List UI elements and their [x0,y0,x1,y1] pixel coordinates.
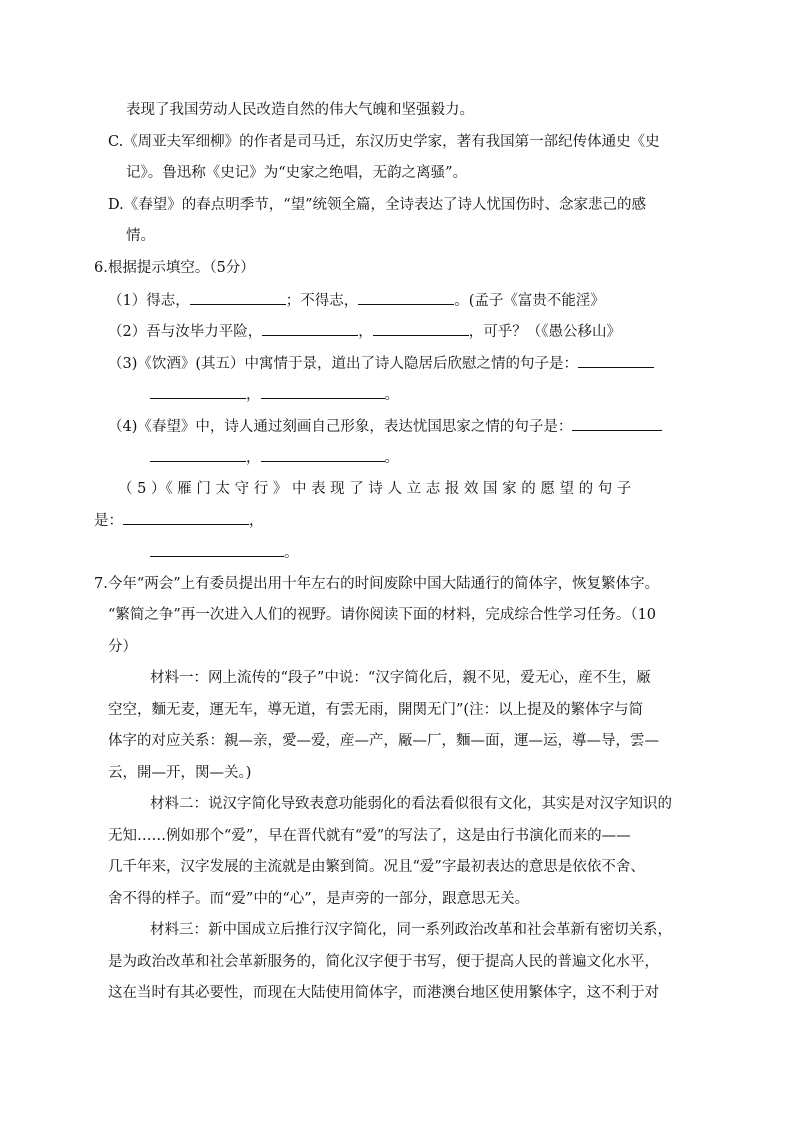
answer-blank[interactable] [373,321,469,336]
q6-title: 6.根据提示填空。（5分） [94,260,255,276]
q6-item-5-text-c: ， [249,513,264,529]
q6-item-4-text-c: 。 [384,450,399,466]
q6-item-3-text-b: ， [246,387,261,403]
q7-material-2-line1: 材料二：说汉字简化导致表意功能弱化的看法看似很有文化，其实是对汉字知识的 [150,796,672,812]
q6-item-2-text-c: ，可乎？（《愚公移山》 [468,324,621,340]
q7-material-2-line4: 舍不得的样子。而“爱”中的“心”，是声旁的一部分，跟意思无关。 [108,891,530,907]
answer-blank[interactable] [150,447,246,462]
q7-title-line1: 7.今年“两会”上有委员提出用十年左右的时间废除中国大陆通行的简体字，恢复繁体字。 [94,576,660,592]
q6-item-4-text-a: （4)《春望》中，诗人通过刻画自己形象，表达忧国思家之情的句子是： [108,419,573,435]
q6-item-2 [108,321,621,342]
q5-option-c-line2: 记》。鲁迅称《史记》为“史家之绝唱，无韵之离骚”。 [126,165,468,181]
answer-blank[interactable] [150,384,246,399]
q7-material-3-line2: 是为政治改革和社会革新服务的，简化汉字便于书写，便于提高人民的普遍文化水平， [108,954,659,970]
q7-material-2-line2: 无知……例如那个“爱”，早在晋代就有“爱”的写法了，这是由行书演化而来的—— [108,828,631,844]
answer-blank[interactable] [190,290,286,305]
q6-item-3-line1 [108,353,654,374]
q6-item-1-text-a: （1）得志， [108,293,190,309]
q7-material-1-line4: 云，開—开，関—关。) [108,765,252,781]
q5-option-b-tail: 表现了我国劳动人民改造自然的伟大气魄和坚强毅力。 [126,102,474,118]
answer-blank[interactable] [358,290,454,305]
q7-material-3-line3: 这在当时有其必要性，而现在大陆使用简体字，而港澳台地区使用繁体字，这不利于对 [108,985,659,1001]
q5-option-d-line1: D.《春望》的春点明季节，“望”统领全篇，全诗表达了诗人忧国伤时、念家悲己的感 [108,197,647,213]
q5-option-c-line1: C.《周亚夫军细柳》的作者是司马迁，东汉历史学家，著有我国第一部纪传体通史《史 [108,134,660,150]
q6-item-3-line2 [150,384,399,405]
answer-blank[interactable] [150,542,284,557]
q6-item-1-text-b: ；不得志， [285,293,359,309]
q6-item-5-line1: （ 5 ）《 雁 门 太 守 行 》 中 表 现 了 诗 人 立 志 报 效 国 家 的 愿 望 的 句 子 [118,481,632,497]
q7-title-line3: 分） [108,639,137,655]
q6-item-4-text-b: ， [246,450,261,466]
q6-item-2-text-a: （2）吾与汝毕力平险， [108,324,263,340]
q7-material-1-line3: 体字的对应关系：親—亲，愛—爱，産—产，厰—厂，麵—面，運—运，導—导，雲— [108,733,659,749]
answer-blank[interactable] [578,353,654,368]
q6-item-4-line1 [108,416,662,437]
q7-material-3-line1: 材料三：新中国成立后推行汉字简化，同一系列政治改革和社会革新有密切关系， [150,922,672,938]
q6-item-3-text-a: （3)《饮酒》(其五）中寓情于景，道出了诗人隐居后欣慰之情的句子是： [108,356,579,372]
answer-blank[interactable] [261,447,385,462]
q6-item-5-text-b: 是： [94,513,123,529]
q7-material-1-line2: 空空，麵无麦，運无车，導无道，有雲无雨，開関无门”(注：以上提及的繁体字与简 [108,702,644,718]
answer-blank[interactable] [572,416,662,431]
answer-blank[interactable] [123,510,249,525]
answer-blank[interactable] [262,321,358,336]
q5-option-d-line2: 情。 [126,228,155,244]
q7-material-2-line3: 几千年来，汉字发展的主流就是由繁到简。况且“爱”字最初表达的意思是依依不舍、 [108,859,645,875]
q6-item-5-line2 [94,510,264,531]
answer-blank[interactable] [261,384,385,399]
q6-item-4-line2 [150,447,399,468]
q6-item-2-text-b: ， [358,324,373,340]
q6-item-1 [108,290,605,311]
q6-item-1-text-c: 。(孟子《富贵不能淫》 [454,293,605,309]
q6-item-3-text-c: 。 [384,387,399,403]
q7-title-line2: “繁简之争”再一次进入人们的视野。请你阅读下面的材料，完成综合性学习任务。（10 [108,607,657,623]
q7-material-1-line1: 材料一：网上流传的“段子”中说：“汉字简化后，親不见，爱无心，産不生，厰 [150,670,651,686]
q6-item-5-line3 [150,542,299,563]
q6-item-5-text-d: 。 [284,545,299,561]
